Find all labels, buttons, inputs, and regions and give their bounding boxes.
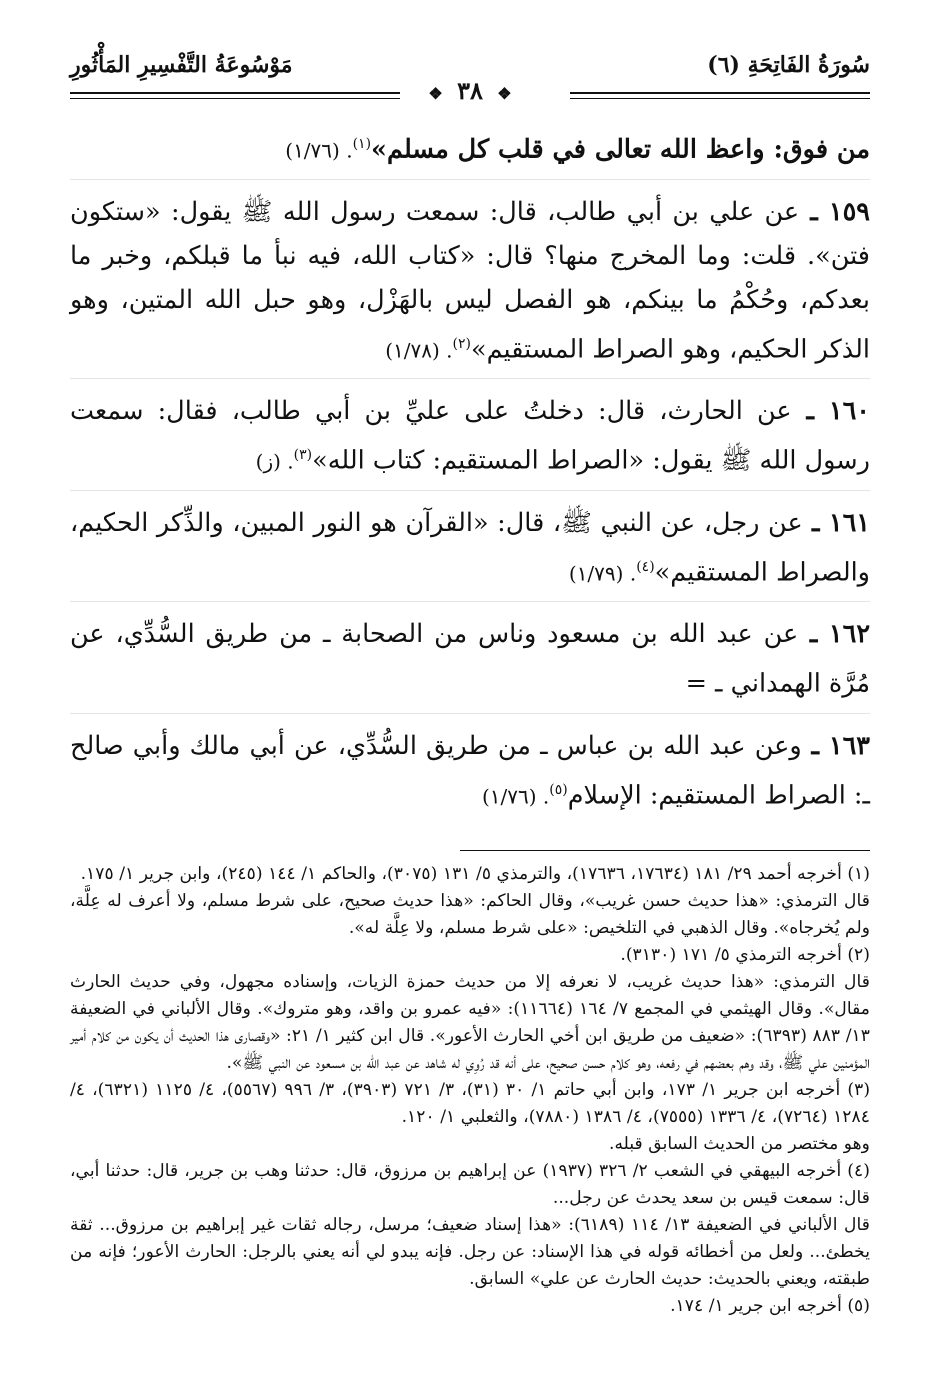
footnote: (٥) أخرجه ابن جرير ١/ ١٧٤. <box>670 1296 870 1316</box>
footnote: (١) أخرجه أحمد ٢٩/ ١٨١ (١٧٦٣٤، ١٧٦٣٦)، والترمذي ٥/ ١٣١ (٣٠٧٥)، والحاكم ١/ ١٤٤ (٢٤٥)، وابن جرير ١/ ١٧٥. <box>80 864 870 884</box>
footnote: (٢) أخرجه الترمذي ٥/ ١٧١ (٣١٣٠). <box>620 945 870 965</box>
page-header <box>70 48 870 108</box>
footnote: قال الترمذي: «هذا حديث حسن غريب»، وقال الحاكم: «هذا حديث صحيح، على شرط مسلم، ولا أعرف له عِلَّة، ولم يُخرجاه». وقال الذهبي في التلخيص: «على شرط مسلم، ولا عِلَّة له». <box>70 891 870 938</box>
hadith-paragraph: ١٥٩ ـ عن علي بن أبي طالب، قال: سمعت رسول الله ﷺ يقول: «ستكون فتن». قلت: وما المخرج منها؟ قال: «كتاب الله، فيه نبأ ما قبلكم، وخبر ما بعدكم، وحُكْمُ ما بينكم، هو الفصل ليس بالهَزْل، وهو حبل الله المتين، وهو الذكر الحكيم، وهو الصراط المستقيم»$^{(٢)}$. (١/٧٨) <box>70 190 870 380</box>
page-number: ٣٨ <box>457 76 483 105</box>
hadith-paragraph: ١٦٠ ـ عن الحارث، قال: دخلتُ على عليِّ بن أبي طالب، فقال: سمعت رسول الله ﷺ يقول: «الصراط المستقيم: كتاب الله»$^{(٣)}$. (ز) <box>70 389 870 491</box>
hadith-paragraph: من فوق: واعظ الله تعالى في قلب كل مسلم»$^{(١)}$. (١/٧٦) <box>70 122 870 180</box>
footnote: قال الألباني في الضعيفة ١٣/ ١١٤ (٦١٨٩): «هذا إسناد ضعيف؛ مرسل، رجاله ثقات غير إبراهيم بن مرزوق... ثقة يخطئ... ولعل من أخطائه قوله في هذا الإسناد: عن رجل. فإنه يبدو لي أنه يعني بالرجل: الحارث الأعور؛ فإنه من طبقته، ويعني بالحديث: حديث الحارث عن علي» السابق. <box>70 1215 870 1289</box>
footnote: (٤) أخرجه البيهقي في الشعب ٢/ ٣٢٦ (١٩٣٧) عن إبراهيم بن مرزوق، قال: حدثنا وهب بن جرير، قال: حدثنا أبي، قال: سمعت قيس بن سعد يحدث عن رجل... <box>70 1161 870 1208</box>
footnote: قال الترمذي: «هذا حديث غريب، لا نعرفه إلا من حديث حمزة الزيات، وإسناده مجهول، وفي حديث الحارث مقال». وقال الهيثمي في المجمع ٧/ ١٦٤ (١١٦٦٤): «فيه عمرو بن واقد، وهو متروك». وقال الألباني في الضعيفة ١٣/ ٨٨٣ (٦٣٩٣): «ضعيف من طريق ابن أخي الحارث الأعور». قال ابن كثير ١/ ٢١: «وقصارى هذا الحديث أن يكون من كلام أمير المؤمنين علي ﷺ، وقد وهم بعضهم في رفعه، وهو كلام حسن صحيح، على أنه قد رُوِي له شاهد عن عبد الله بن مسعود عن النبي ﷺ». <box>70 972 871 1073</box>
surah-title: سُورَةُ الفَاتِحَةِ (٦) <box>707 52 870 78</box>
book-title: مَوْسُوعَةُ التَّفْسِيرِ المَأْثُورِ <box>70 52 293 78</box>
page-number-block <box>70 76 870 105</box>
footnote-separator <box>460 850 870 851</box>
ornament-icon: ❖ <box>428 84 443 103</box>
footnotes <box>70 861 870 1320</box>
footnote: وهو مختصر من الحديث السابق قبله. <box>609 1134 870 1154</box>
hadith-paragraph: ١٦١ ـ عن رجل، عن النبي ﷺ، قال: «القرآن هو النور المبين، والذِّكر الحكيم، والصراط المستقيم»$^{(٤)}$. (١/٧٩) <box>70 501 870 603</box>
footnote: (٣) أخرجه ابن جرير ١/ ١٧٣، وابن أبي حاتم ١/ ٣٠ (٣١)، ٣/ ٧٢١ (٣٩٠٣)، ٣/ ٩٩٦ (٥٥٦٧)، ٤/ ١١٢٥ (٦٣٢١)، ٤/ ١٢٨٤ (٧٢٦٤)، ٤/ ١٣٣٦ (٧٥٥٥)، ٤/ ١٣٨٦ (٧٨٨٠)، والثعلبي ١/ ١٢٠. <box>70 1080 871 1127</box>
book-page <box>70 48 870 1348</box>
ornament-icon: ❖ <box>497 84 512 103</box>
hadith-paragraph: ١٦٢ ـ عن عبد الله بن مسعود وناس من الصحابة ـ من طريق السُّدِّي، عن مُرَّة الهمداني ـ = <box>70 612 870 714</box>
hadith-paragraph: ١٦٣ ـ وعن عبد الله بن عباس ـ من طريق السُّدِّي، عن أبي مالك وأبي صالح ـ: الصراط المستقيم: الإسلام$^{(٥)}$. (١/٧٦) <box>70 730 870 810</box>
main-text <box>70 122 870 824</box>
